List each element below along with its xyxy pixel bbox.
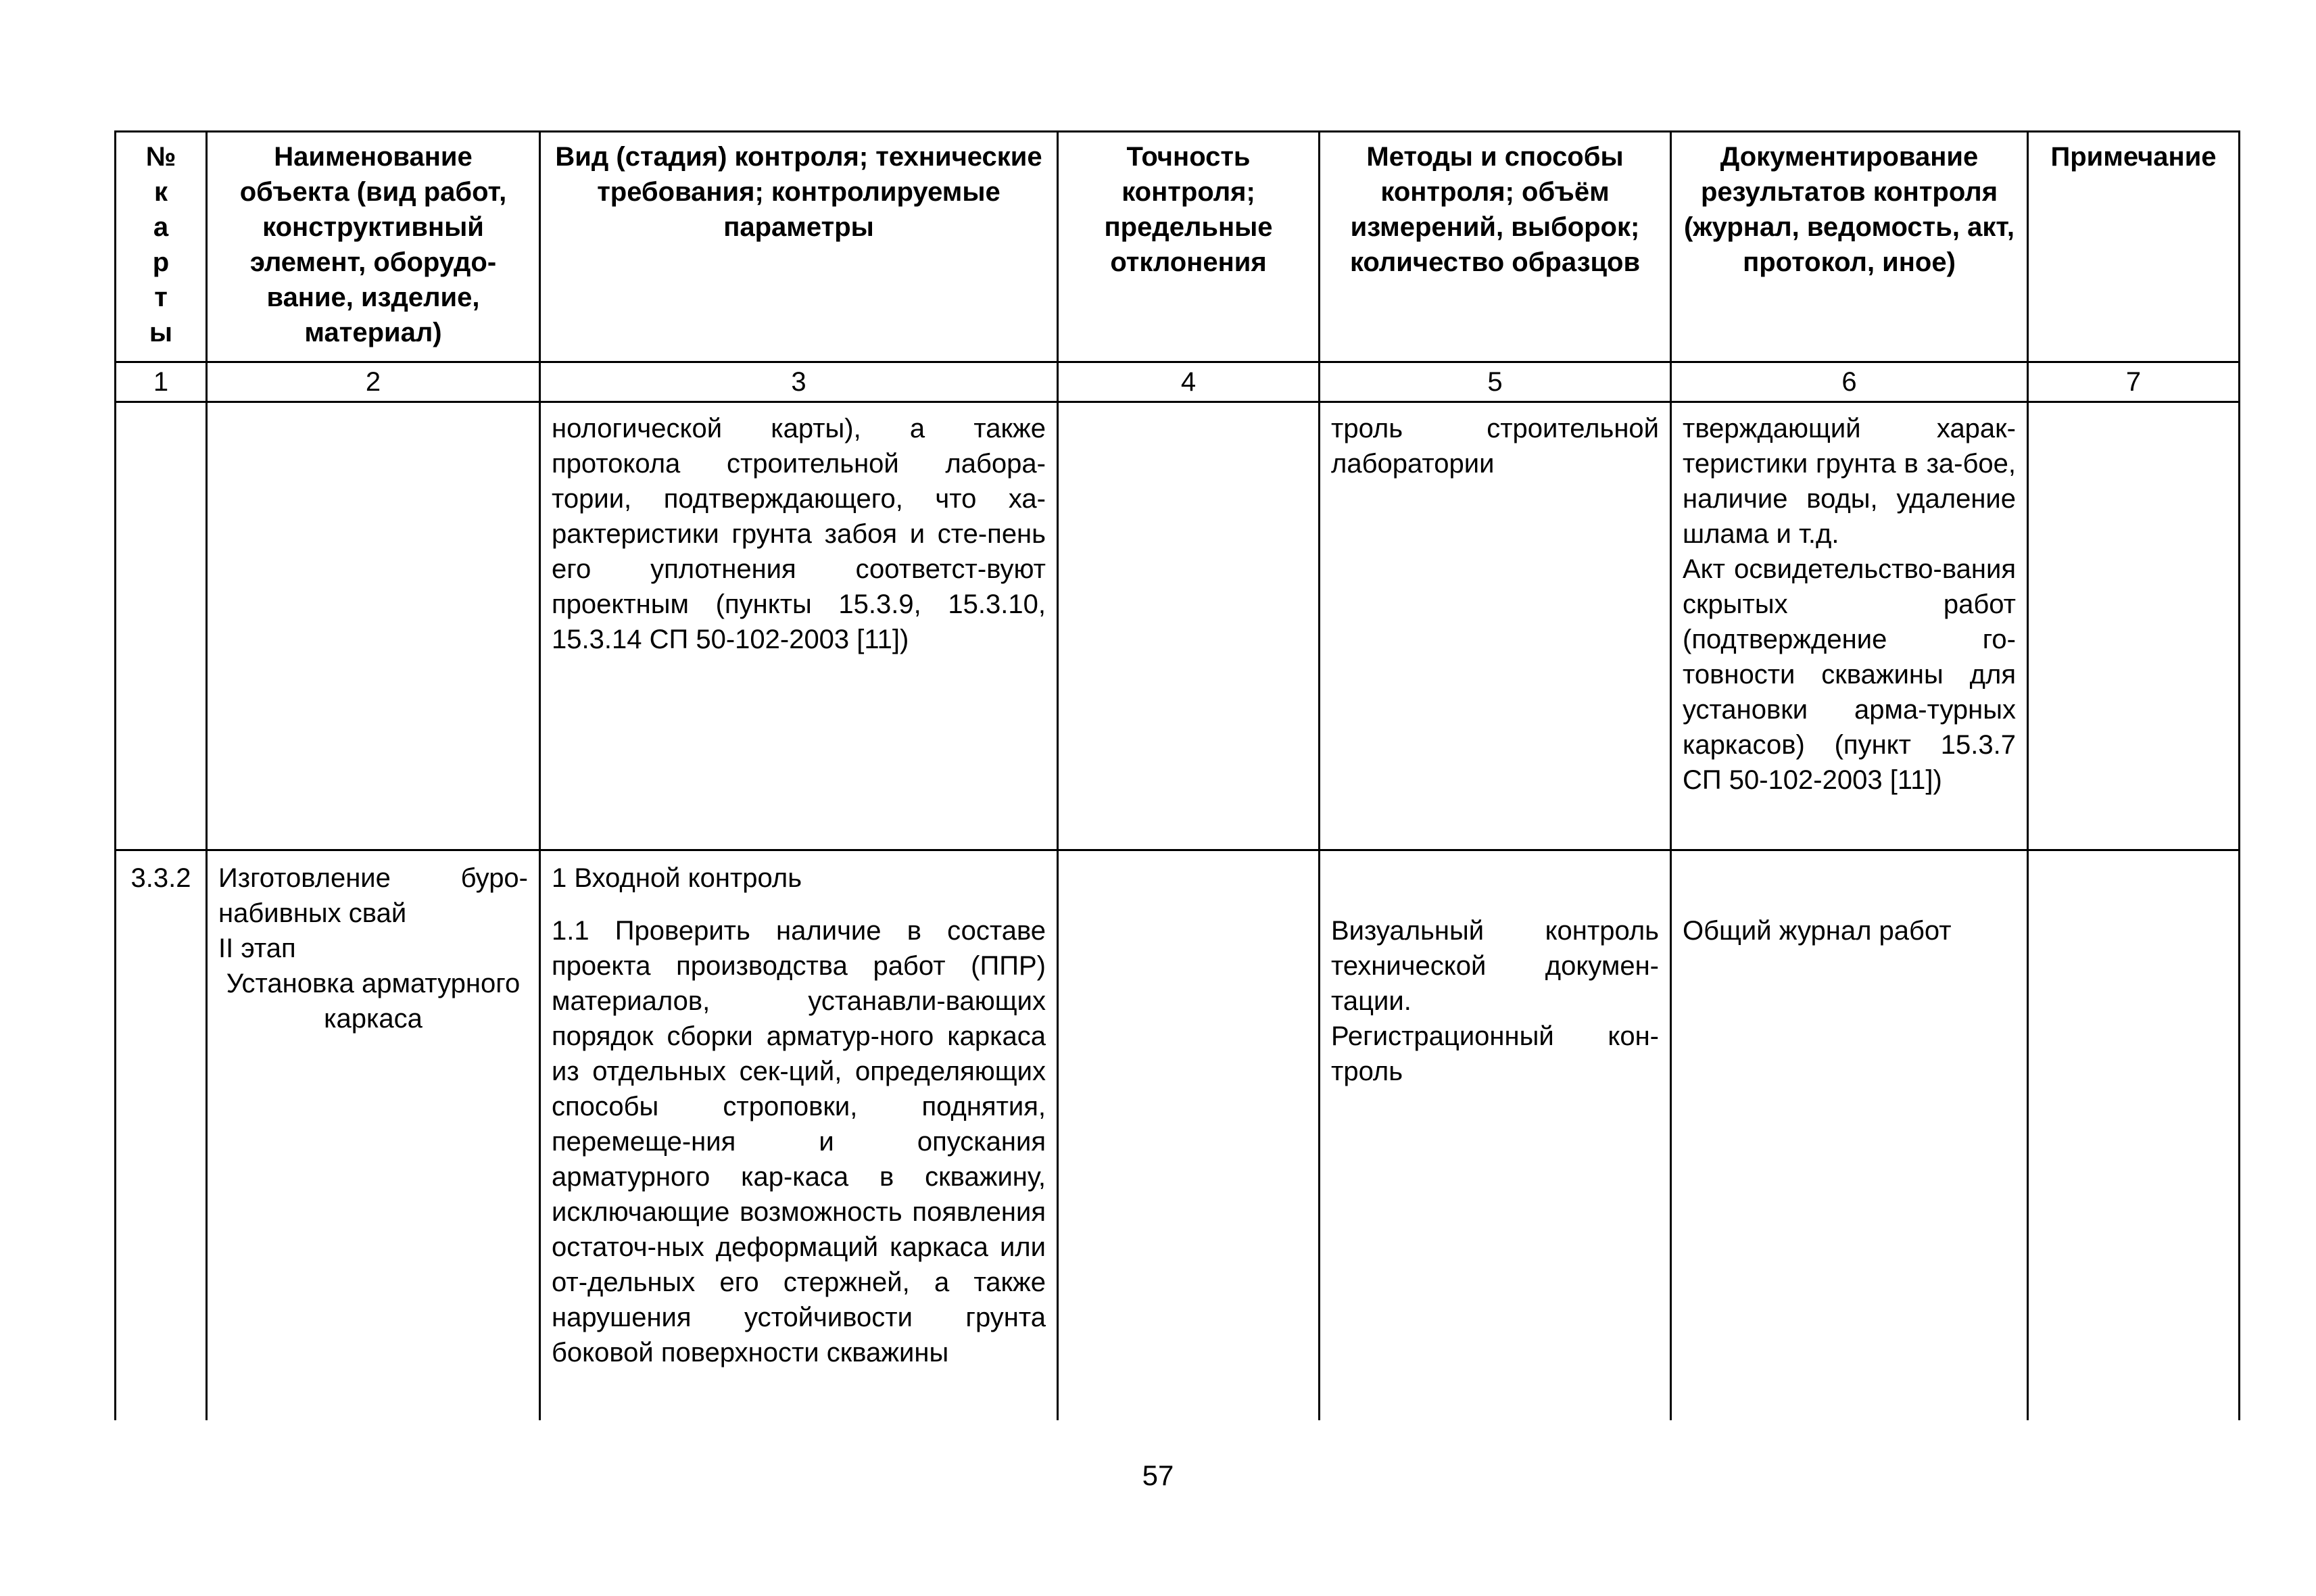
header-methods: Методы и способы контроля; объём измерений, выборок; количество образцов xyxy=(1320,132,1671,362)
header-card-number xyxy=(116,132,207,362)
quality-control-table xyxy=(114,130,2240,1420)
cell-accuracy xyxy=(1058,850,1320,1421)
header-object-name: Наименование объекта (вид работ, конструктивный элемент, оборудо-вание, изделие, материал) xyxy=(207,132,540,362)
cell-documentation xyxy=(1671,402,2028,850)
cell-control-type xyxy=(540,402,1058,850)
control-stage-title: 1 Входной контроль xyxy=(552,863,802,893)
column-number: 7 xyxy=(2028,362,2240,402)
header-card-number-char: а xyxy=(153,212,169,242)
header-card-number-char: ы xyxy=(149,318,173,347)
column-number: 6 xyxy=(1671,362,2028,402)
stage-text: II этап xyxy=(218,934,296,963)
header-card-number-char: р xyxy=(152,247,170,277)
cell-note xyxy=(2028,850,2240,1421)
header-control-type: Вид (стадия) контроля; технические требования; контролируемые параметры xyxy=(540,132,1058,362)
column-number: 4 xyxy=(1058,362,1320,402)
control-method-text: Визуальный контроль технической докумен-тации. xyxy=(1331,916,1659,1016)
header-card-number-char: т xyxy=(154,283,168,312)
cell-accuracy xyxy=(1058,402,1320,850)
cell-object-name xyxy=(207,402,540,850)
cell-object-name xyxy=(207,850,540,1421)
spacer xyxy=(1331,861,1659,913)
table-row-continued xyxy=(116,402,2240,850)
object-name-text: Изготовление буро-набивных свай xyxy=(218,863,528,928)
cell-methods xyxy=(1320,402,1671,850)
header-accuracy: Точность контроля; предельные отклонения xyxy=(1058,132,1320,362)
cell-note xyxy=(2028,402,2240,850)
control-requirement-text: 1.1 Проверить наличие в составе проекта производства работ (ППР) материалов, устанавли-вающих порядок сборки арматур-ного каркаса из отдельных сек-ций, определяющих способы строповки, поднятия, перемеще-ния и опускания арматурного кар-каса в скважину, исключающие возможность появления остаточ-ных деформаций каркаса или от-дельных его стержней, а также нарушения устойчивости грунта боковой поверхности скважины xyxy=(552,916,1046,1368)
table-row-3-3-2 xyxy=(116,850,2240,1421)
header-card-number-char: к xyxy=(153,177,168,207)
cell-methods xyxy=(1320,850,1671,1421)
cell-card-number: 3.3.2 xyxy=(116,850,207,1421)
page-number: 57 xyxy=(1142,1459,1174,1491)
documentation-text: Акт освидетельство-вания скрытых работ (подтверждение го-товности скважины для установки арма-турных каркасов) (пункт 15.3.7 СП 50-102-2003 [11]) xyxy=(1683,554,2016,795)
cell-documentation xyxy=(1671,850,2028,1421)
table-header-row xyxy=(116,132,2240,362)
cell-control-type xyxy=(540,850,1058,1421)
object-name-text: Установка арматурного каркаса xyxy=(226,969,521,1034)
control-method-text: троль строительной лаборатории xyxy=(1331,414,1659,479)
documentation-text: Общий журнал работ xyxy=(1683,916,1952,946)
spacer xyxy=(1683,861,2016,913)
header-note: Примечание xyxy=(2028,132,2240,362)
column-number: 5 xyxy=(1320,362,1671,402)
column-number: 2 xyxy=(207,362,540,402)
header-documentation: Документирование результатов контроля (журнал, ведомость, акт, протокол, иное) xyxy=(1671,132,2028,362)
column-numbers-row xyxy=(116,362,2240,402)
column-number: 1 xyxy=(116,362,207,402)
control-method-text: Регистрационный кон-троль xyxy=(1331,1021,1659,1086)
control-requirement-text: нологической карты), а также протокола строительной лабора-тории, подтверждающего, что ха-рактеристики грунта забоя и сте-пень его уплотнения соответст-вуют проектным (пункты 15.3.9, 15.3.10, 15.3.14 СП 50-102-2003 [11]) xyxy=(552,414,1046,654)
header-card-number-char: № xyxy=(145,142,176,172)
column-number: 3 xyxy=(540,362,1058,402)
cell-card-number xyxy=(116,402,207,850)
documentation-text: тверждающий харак-теристики грунта в за-бое, наличие воды, удаление шлама и т.д. xyxy=(1683,414,2016,549)
